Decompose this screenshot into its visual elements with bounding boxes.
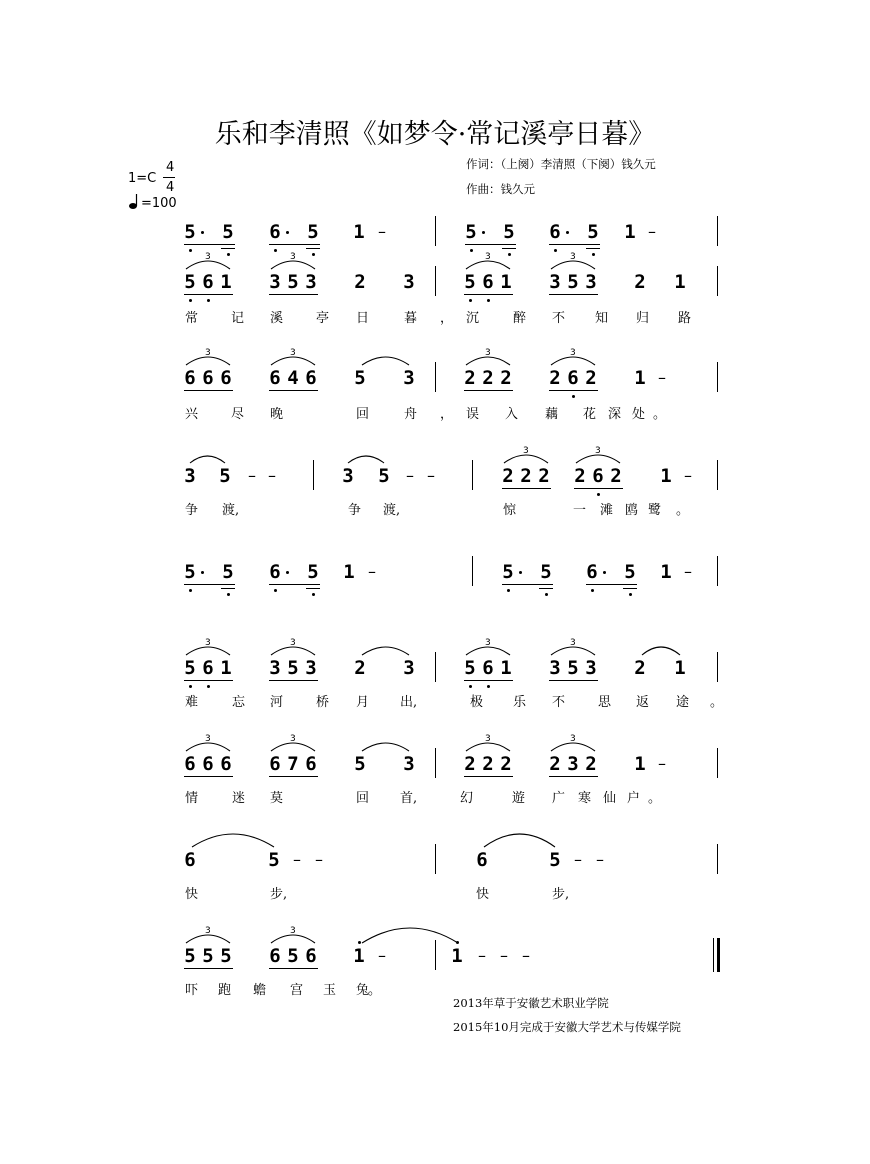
note-digit: 6	[549, 221, 561, 243]
triplet-number: 3	[205, 734, 211, 744]
note-digit: 5	[287, 657, 299, 679]
completion-note: 2015年10月完成于安徽大学艺术与传媒学院	[453, 1020, 681, 1034]
hold-dash: –	[574, 850, 582, 869]
lyric-syllable: 渡,	[383, 503, 401, 518]
lyric-syllable: 亭	[316, 311, 330, 326]
lyric-syllable: 深	[608, 407, 622, 422]
note-digit: 5	[378, 465, 390, 487]
hold-dash: –	[378, 946, 386, 965]
triplet-arc	[466, 261, 510, 269]
hold-dash: –	[248, 466, 256, 485]
triplet-number: 3	[290, 926, 296, 936]
triplet-arc	[271, 261, 315, 269]
note-digit: 6	[269, 367, 281, 389]
note-digit: 5	[222, 561, 234, 583]
note-digit: 3	[305, 271, 317, 293]
triplet-arc	[271, 935, 315, 943]
note-digit: 5	[307, 561, 319, 583]
note-digit: 6	[305, 945, 317, 967]
triplet-arc	[551, 743, 595, 751]
composer-credit: 作曲：钱久元	[466, 182, 535, 196]
triplet-arc	[186, 647, 230, 655]
lyric-syllable: 处	[632, 407, 646, 422]
lyric-syllable: 宫	[290, 983, 304, 998]
slur-arc	[192, 834, 274, 847]
lyric-syllable: 极	[470, 695, 484, 710]
slur-arc	[362, 743, 409, 751]
lyricist-credit: 作词：（上阕）李清照（下阕）钱久元	[466, 157, 656, 171]
lyric-syllable: 鹭	[648, 503, 662, 518]
note-digit: 3	[342, 465, 354, 487]
lyric-syllable: 记	[231, 311, 245, 326]
triplet-number: 3	[205, 926, 211, 936]
note-digit: 4	[287, 367, 299, 389]
hold-dash: –	[684, 562, 692, 581]
note-digit: 3	[269, 657, 281, 679]
lyric-syllable: 步,	[270, 887, 288, 902]
lyric-syllable: 途	[676, 695, 690, 710]
hold-dash: –	[522, 946, 530, 965]
note-digit: 2	[610, 465, 622, 487]
lyric-syllable: 知	[595, 311, 609, 326]
hold-dash: –	[478, 946, 486, 965]
lyric-syllable: 误	[466, 407, 480, 422]
triplet-number: 3	[290, 348, 296, 358]
note-digit: 6	[269, 945, 281, 967]
triplet-number: 3	[523, 446, 529, 456]
lyric-syllable: 桥	[316, 695, 330, 710]
note-digit: 5	[184, 561, 196, 583]
note-digit: 2	[354, 657, 366, 679]
key-signature: 1=C	[128, 171, 157, 186]
lyric-syllable: ，	[440, 311, 454, 326]
lyric-syllable: 一	[573, 503, 587, 518]
note-digit: 3	[585, 657, 597, 679]
lyric-syllable: 沉	[466, 311, 480, 326]
triplet-number: 3	[570, 252, 576, 262]
lyric-syllable: 兴	[185, 407, 199, 422]
note-digit: 2	[538, 465, 550, 487]
note-digit: 2	[464, 753, 476, 775]
triplet-arc	[186, 261, 230, 269]
triplet-arc	[466, 647, 510, 655]
note-digit: 6	[184, 753, 196, 775]
hold-dash: –	[658, 368, 666, 387]
note-digit: 6	[269, 561, 281, 583]
note-digit: 5	[184, 945, 196, 967]
triplet-number: 3	[205, 638, 211, 648]
note-digit: 6	[202, 753, 214, 775]
lyric-syllable: 不	[552, 311, 566, 326]
triplet-number: 3	[570, 638, 576, 648]
note-digit: 2	[520, 465, 532, 487]
note-digit: 3	[184, 465, 196, 487]
lyric-syllable: 蟾	[253, 983, 267, 998]
lyric-syllable: 快	[185, 887, 199, 902]
note-digit: 5	[567, 657, 579, 679]
lyric-syllable: ，	[440, 407, 454, 422]
slur-arc	[484, 834, 555, 847]
triplet-number: 3	[570, 348, 576, 358]
triplet-number: 3	[485, 638, 491, 648]
lyric-syllable: 鸥	[625, 503, 639, 518]
note-digit: 6	[305, 753, 317, 775]
lyric-syllable: 回	[356, 407, 370, 422]
note-digit: 6	[220, 367, 232, 389]
triplet-number: 3	[205, 348, 211, 358]
lyric-syllable: 。	[368, 983, 382, 998]
page-title: 乐和李清照《如梦令·常记溪亭日暮》	[214, 119, 656, 150]
lyric-syllable: 情	[185, 791, 199, 806]
triplet-number: 3	[290, 252, 296, 262]
lyric-syllable: 思	[598, 695, 612, 710]
note-digit: 2	[585, 753, 597, 775]
note-digit: 6	[202, 367, 214, 389]
note-digit: 1	[220, 657, 232, 679]
triplet-arc	[551, 261, 595, 269]
note-digit: 6	[184, 367, 196, 389]
lyric-syllable: 路	[678, 311, 692, 326]
note-digit: 3	[305, 657, 317, 679]
note-digit: 2	[464, 367, 476, 389]
note-digit: 1	[634, 753, 646, 775]
triplet-arc	[551, 647, 595, 655]
slur-arc	[348, 456, 384, 463]
note-digit: 5	[268, 849, 280, 871]
hold-dash: –	[378, 222, 386, 241]
note-digit: 2	[585, 367, 597, 389]
triplet-arc	[466, 743, 510, 751]
note-digit: 6	[592, 465, 604, 487]
note-digit: 5	[540, 561, 552, 583]
note-digit: 6	[202, 657, 214, 679]
note-digit: 1	[660, 561, 672, 583]
note-digit: 1	[500, 657, 512, 679]
note-digit: 6	[567, 367, 579, 389]
hold-dash: –	[368, 562, 376, 581]
note-digit: 2	[574, 465, 586, 487]
slur-arc	[642, 647, 680, 655]
note-digit: 3	[403, 271, 415, 293]
hold-dash: –	[648, 222, 656, 241]
lyric-syllable: 争	[185, 503, 199, 518]
note-digit: 1	[634, 367, 646, 389]
note-digit: 2	[634, 657, 646, 679]
note-digit: 1	[674, 657, 686, 679]
note-digit: 2	[634, 271, 646, 293]
note-digit: 5	[184, 271, 196, 293]
lyric-syllable: 溪	[270, 311, 284, 326]
lyric-syllable: 归	[636, 311, 650, 326]
lyric-syllable: 尽	[231, 407, 245, 422]
note-digit: 3	[269, 271, 281, 293]
lyric-syllable: 玉	[323, 983, 337, 998]
note-digit: 5	[464, 271, 476, 293]
lyric-syllable: 争	[348, 503, 362, 518]
hold-dash: –	[293, 850, 301, 869]
note-digit: 3	[549, 657, 561, 679]
lyric-syllable: 幻	[460, 791, 474, 806]
note-digit: 5	[287, 271, 299, 293]
note-digit: 5	[465, 221, 477, 243]
note-digit: 6	[202, 271, 214, 293]
lyric-syllable: 月	[356, 695, 370, 710]
note-digit: 1	[660, 465, 672, 487]
time-signature-bottom: 4	[166, 180, 175, 195]
lyric-syllable: 常	[185, 311, 199, 326]
note-digit: 5	[202, 945, 214, 967]
note-digit: 3	[567, 753, 579, 775]
lyric-syllable: 仙	[603, 791, 617, 806]
lyric-syllable: 乐	[513, 695, 527, 710]
triplet-number: 3	[485, 734, 491, 744]
note-digit: 6	[184, 849, 196, 871]
note-digit: 5	[503, 221, 515, 243]
triplet-number: 3	[290, 638, 296, 648]
triplet-number: 3	[205, 252, 211, 262]
lyric-syllable: 花	[583, 407, 597, 422]
draft-note: 2013年草于安徽艺术职业学院	[453, 996, 609, 1010]
triplet-arc	[186, 743, 230, 751]
lyric-syllable: 步,	[552, 887, 570, 902]
note-digit: 5	[354, 753, 366, 775]
lyric-syllable: 滩	[600, 503, 614, 518]
note-digit: 2	[502, 465, 514, 487]
lyric-syllable: 舟	[404, 407, 418, 422]
note-digit: 1	[353, 221, 365, 243]
triplet-arc	[576, 455, 620, 463]
triplet-arc	[186, 935, 230, 943]
lyric-syllable: 不	[552, 695, 566, 710]
lyric-syllable: 藕	[545, 407, 559, 422]
triplet-number: 3	[595, 446, 601, 456]
lyric-syllable: 迷	[232, 791, 246, 806]
triplet-number: 3	[485, 252, 491, 262]
note-digit: 6	[269, 221, 281, 243]
note-digit: 6	[305, 367, 317, 389]
note-digit: 5	[184, 221, 196, 243]
note-digit: 3	[403, 753, 415, 775]
lyric-syllable: 回	[356, 791, 370, 806]
lyric-syllable: 出,	[400, 695, 418, 710]
note-digit: 5	[549, 849, 561, 871]
lyric-syllable: 莫	[270, 791, 284, 806]
note-digit: 2	[482, 753, 494, 775]
time-signature-top: 4	[166, 160, 175, 175]
note-digit: 2	[354, 271, 366, 293]
lyric-syllable: 户	[627, 791, 641, 806]
lyric-syllable: 遊	[512, 791, 526, 806]
triplet-arc	[271, 357, 315, 365]
lyric-syllable: 快	[476, 887, 490, 902]
note-digit: 5	[567, 271, 579, 293]
note-digit: 6	[220, 753, 232, 775]
lyric-syllable: 暮	[404, 311, 418, 326]
hold-dash: –	[315, 850, 323, 869]
lyric-syllable: 难	[185, 695, 199, 710]
note-digit: 1	[674, 271, 686, 293]
hold-dash: –	[406, 466, 414, 485]
lyric-syllable: 入	[505, 407, 519, 422]
lyric-syllable: 。	[710, 695, 724, 710]
triplet-arc	[504, 455, 548, 463]
hold-dash: –	[596, 850, 604, 869]
note-digit: 5	[307, 221, 319, 243]
note-digit: 2	[549, 753, 561, 775]
triplet-number: 3	[290, 734, 296, 744]
note-digit: 5	[287, 945, 299, 967]
note-digit: 3	[403, 657, 415, 679]
note-digit: 5	[222, 221, 234, 243]
lyric-syllable: 日	[356, 311, 370, 326]
note-digit: 5	[220, 945, 232, 967]
lyric-syllable: 。	[676, 503, 690, 518]
slur-arc	[362, 647, 409, 655]
note-digit: 2	[482, 367, 494, 389]
lyric-syllable: 返	[636, 695, 650, 710]
lyric-syllable: 惊	[503, 503, 517, 518]
triplet-number: 3	[485, 348, 491, 358]
note-digit: 5	[219, 465, 231, 487]
lyric-syllable: 首,	[400, 791, 418, 806]
note-digit: 1	[220, 271, 232, 293]
note-digit: 6	[482, 657, 494, 679]
note-digit: 5	[587, 221, 599, 243]
triplet-arc	[271, 743, 315, 751]
lyric-syllable: 河	[270, 695, 284, 710]
lyric-syllable: 吓	[185, 983, 199, 998]
note-digit: 1	[500, 271, 512, 293]
note-digit: 3	[403, 367, 415, 389]
lyric-syllable: 跑	[218, 983, 232, 998]
tempo-marking: =100	[141, 196, 177, 211]
lyric-syllable: 寒	[578, 791, 592, 806]
note-digit: 6	[476, 849, 488, 871]
triplet-arc	[271, 647, 315, 655]
slur-arc	[362, 928, 458, 943]
hold-dash: –	[268, 466, 276, 485]
note-digit: 1	[343, 561, 355, 583]
note-digit: 3	[549, 271, 561, 293]
lyric-syllable: 晚	[270, 407, 284, 422]
note-digit: 5	[184, 657, 196, 679]
note-digit: 7	[287, 753, 299, 775]
note-digit: 1	[624, 221, 636, 243]
note-digit: 5	[464, 657, 476, 679]
hold-dash: –	[684, 466, 692, 485]
note-digit: 1	[353, 945, 365, 967]
triplet-arc	[186, 357, 230, 365]
triplet-arc	[551, 357, 595, 365]
slur-arc	[362, 357, 409, 365]
hold-dash: –	[658, 754, 666, 773]
note-digit: 6	[586, 561, 598, 583]
hold-dash: –	[427, 466, 435, 485]
hold-dash: –	[500, 946, 508, 965]
note-digit: 5	[502, 561, 514, 583]
lyric-syllable: 渡,	[222, 503, 240, 518]
lyric-syllable: 。	[653, 407, 667, 422]
note-digit: 6	[269, 753, 281, 775]
note-digit: 5	[624, 561, 636, 583]
lyric-syllable: 广	[552, 791, 566, 806]
note-digit: 3	[585, 271, 597, 293]
note-digit: 1	[451, 945, 463, 967]
triplet-arc	[466, 357, 510, 365]
lyric-syllable: 醉	[513, 311, 527, 326]
note-digit: 2	[549, 367, 561, 389]
note-digit: 2	[500, 367, 512, 389]
note-digit: 2	[500, 753, 512, 775]
note-digit: 6	[482, 271, 494, 293]
lyric-syllable: 。	[648, 791, 662, 806]
lyric-syllable: 兔	[356, 983, 370, 998]
triplet-number: 3	[570, 734, 576, 744]
lyric-syllable: 忘	[232, 695, 246, 710]
note-digit: 5	[354, 367, 366, 389]
slur-arc	[190, 456, 225, 463]
